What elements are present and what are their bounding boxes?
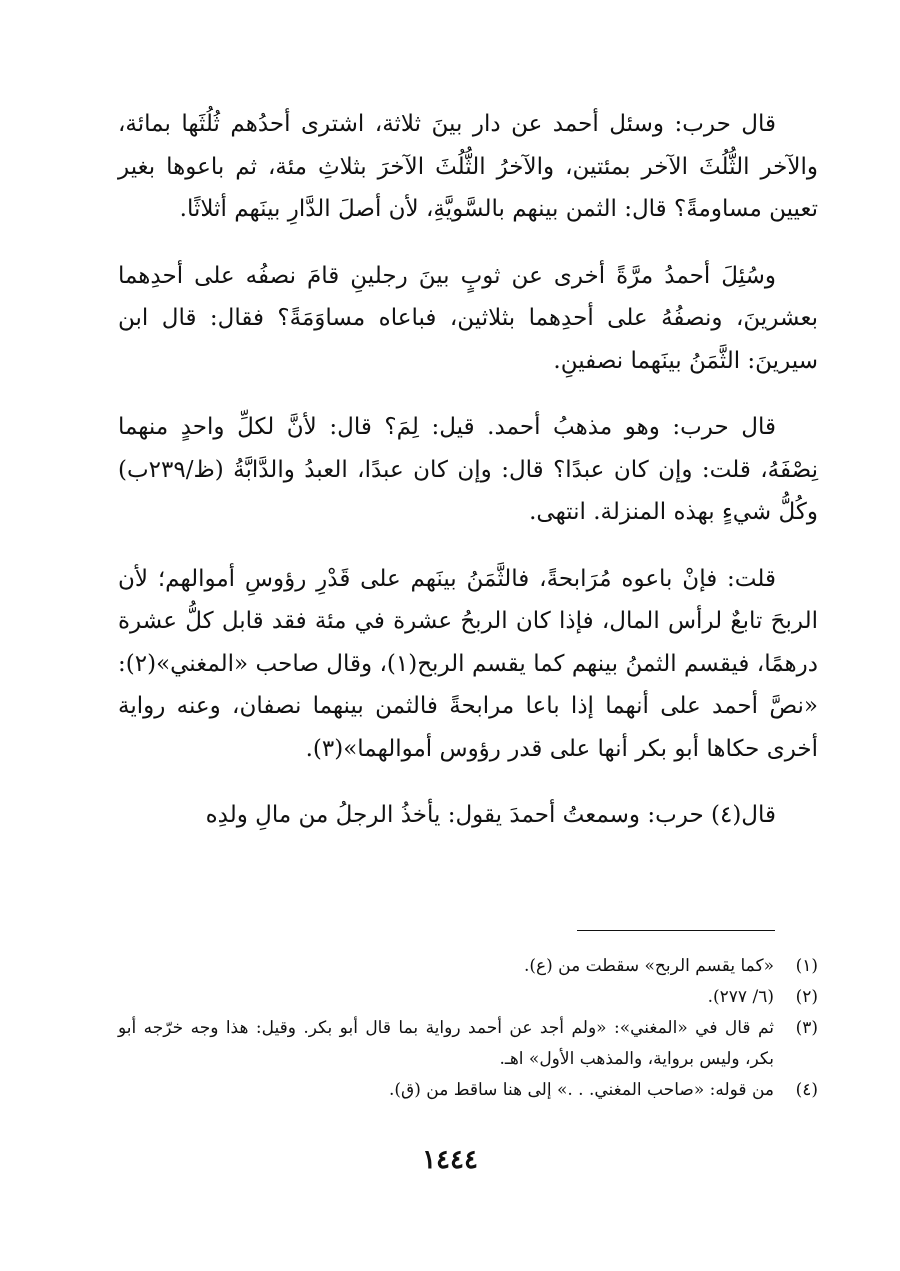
footnote-text: «كما يقسم الربح» سقطت من (ع). xyxy=(523,956,774,976)
paragraph: قال(٤) حرب: وسمعتُ أحمدَ يقول: يأخذُ الرجلُ من مالِ ولدِه xyxy=(205,802,776,828)
footnote-text: من قوله: «صاحب المغني. . .» إلى هنا ساقط من (ق). xyxy=(388,1080,774,1100)
footnote-text: ثم قال في «المغني»: «ولم أجد عن أحمد رواية بما قال أبو بكر. وقيل: هذا وجه خرّجه أبو بكر، وليس برواية، والمذهب الأول» اهـ. xyxy=(118,1018,774,1069)
paragraph: قلت: فإنْ باعوه مُرَابحةً، فالثَّمَنُ بينَهم على قَدْرِ رؤوسِ أموالهم؛ لأن الربحَ تابعٌ لرأس المال، فإذا كان الربحُ عشرة في مئة فقد قابل كلُّ عشرة درهمًا، فيقسم الثمنُ بينهم كما يقسم الربح(١)، وقال صاحب «المغني»(٢): «نصَّ أحمد على أنهما إذا باعا مرابحةً فالثمن بينهما نصفان، وعنه رواية أخرى حكاها أبو بكر أنها على قدر رؤوس أموالهما»(٣). xyxy=(118,565,818,762)
paragraph: قال حرب: وهو مذهبُ أحمد. قيل: لِمَ؟ قال: لأنَّ لكلِّ واحدٍ منهما نِصْفَهُ، قلت: وإن كان عبدًا؟ قال: وإن كان عبدًا، العبدُ والدَّابَّةُ (ظ/٢٣٩ب) وكُلُّ شيءٍ بهذه المنزلة. انتهى. xyxy=(118,414,818,525)
main-text xyxy=(118,103,818,837)
footnote xyxy=(118,1075,818,1106)
page-number: ١٤٤٤ xyxy=(422,1145,478,1175)
footnote xyxy=(118,982,818,1013)
footnote xyxy=(118,1013,818,1075)
footnote-number: (٤) xyxy=(795,1080,818,1100)
footnote-number: (٣) xyxy=(795,1018,818,1038)
footnote-number: (٢) xyxy=(795,987,818,1007)
paragraph: قال حرب: وسئل أحمد عن دار بينَ ثلاثة، اشترى أحدُهم ثُلُثَها بمائة، والآخر الثُّلُثَ الآخر بمئتين، والآخرُ الثُّلُثَ الآخرَ بثلاثِ مئة، ثم باعوها بغير تعيين مساومةً؟ قال: الثمن بينهم بالسَّويَّةِ، لأن أصلَ الدَّارِ بينَهم أثلاثًا. xyxy=(118,111,818,222)
footnote-number: (١) xyxy=(795,956,818,976)
footnotes xyxy=(118,951,818,1106)
footnote xyxy=(118,951,818,982)
footnote-separator xyxy=(577,930,775,931)
footnote-text: (٦/ ٢٧٧). xyxy=(707,987,774,1007)
paragraph: وسُئِلَ أحمدُ مرَّةً أخرى عن ثوبٍ بينَ رجلينِ قامَ نصفُه على أحدِهما بعشرينَ، ونصفُهُ على أحدِهما بثلاثين، فباعاه مساوَمَةً؟ فقال: قال ابن سيرينَ: الثَّمَنُ بينَهما نصفينِ. xyxy=(118,262,818,374)
